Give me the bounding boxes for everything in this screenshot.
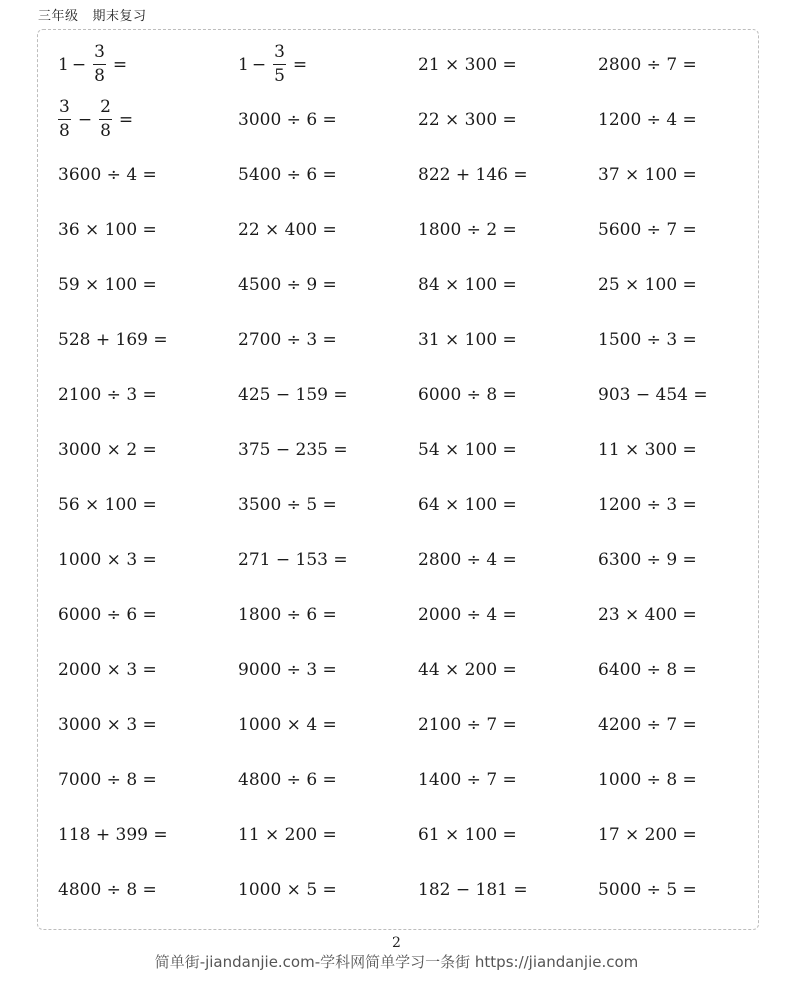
problem-row xyxy=(58,367,778,422)
problem: 37 × 100 = xyxy=(598,164,697,185)
fraction xyxy=(273,44,286,85)
page-header xyxy=(38,5,147,24)
problem: 271 − 153 = xyxy=(238,549,348,570)
denominator: 8 xyxy=(94,66,105,86)
problem: 31 × 100 = xyxy=(418,329,517,350)
problem: 11 × 200 = xyxy=(238,824,337,845)
problem-row xyxy=(58,422,778,477)
problem: 64 × 100 = xyxy=(418,494,517,515)
problem: 44 × 200 = xyxy=(418,659,517,680)
problem: 4800 ÷ 6 = xyxy=(238,769,337,790)
problem: 1800 ÷ 2 = xyxy=(418,219,517,240)
problem: 23 × 400 = xyxy=(598,604,697,625)
problem: 5400 ÷ 6 = xyxy=(238,164,337,185)
problem: 1000 × 5 = xyxy=(238,879,337,900)
problem: 3500 ÷ 5 = xyxy=(238,494,337,515)
problem: 6000 ÷ 6 = xyxy=(58,604,157,625)
problem: 54 × 100 = xyxy=(418,439,517,460)
numerator: 3 xyxy=(59,97,70,117)
operator: − xyxy=(71,54,87,75)
problem-row xyxy=(58,862,778,917)
problem: 2800 ÷ 4 = xyxy=(418,549,517,570)
problem: 11 × 300 = xyxy=(598,439,697,460)
problem: 528 + 169 = xyxy=(58,329,168,350)
denominator: 8 xyxy=(100,121,111,141)
problem: 182 − 181 = xyxy=(418,879,528,900)
problem-row xyxy=(58,587,778,642)
problem-row xyxy=(58,92,778,147)
problem: 375 − 235 = xyxy=(238,439,348,460)
whole-number: 1 xyxy=(58,54,69,75)
problem: 3600 ÷ 4 = xyxy=(58,164,157,185)
problem: 61 × 100 = xyxy=(418,824,517,845)
problem-row xyxy=(58,477,778,532)
problem: 1200 ÷ 4 = xyxy=(598,109,697,130)
problem: 5000 ÷ 5 = xyxy=(598,879,697,900)
problem: 2000 ÷ 4 = xyxy=(418,604,517,625)
fraction xyxy=(99,99,112,140)
problem: 4800 ÷ 8 = xyxy=(58,879,157,900)
problem-grid xyxy=(58,37,778,917)
problem: 1500 ÷ 3 = xyxy=(598,329,697,350)
numerator: 3 xyxy=(274,42,285,62)
problem: 6400 ÷ 8 = xyxy=(598,659,697,680)
problem: 4200 ÷ 7 = xyxy=(598,714,697,735)
problem: 2000 × 3 = xyxy=(58,659,157,680)
problem: 56 × 100 = xyxy=(58,494,157,515)
equals-sign: = xyxy=(292,54,308,75)
problem: 425 − 159 = xyxy=(238,384,348,405)
problem: 17 × 200 = xyxy=(598,824,697,845)
worksheet-frame xyxy=(37,29,759,930)
problem: 2100 ÷ 3 = xyxy=(58,384,157,405)
whole-number: 1 xyxy=(238,54,249,75)
footer-watermark: 简单街-jiandanjie.com-学科网简单学习一条街 https://jiandanjie.com xyxy=(154,953,639,971)
problem: 118 + 399 = xyxy=(58,824,168,845)
problem: 1200 ÷ 3 = xyxy=(598,494,697,515)
problem: 7000 ÷ 8 = xyxy=(58,769,157,790)
operator: − xyxy=(77,109,93,130)
denominator: 8 xyxy=(59,121,70,141)
problem: 2100 ÷ 7 = xyxy=(418,714,517,735)
problem: 1400 ÷ 7 = xyxy=(418,769,517,790)
problem: 1000 × 3 = xyxy=(58,549,157,570)
page-number: 2 xyxy=(392,935,401,951)
problem-row xyxy=(58,312,778,367)
problem: 6000 ÷ 8 = xyxy=(418,384,517,405)
problem: 822 + 146 = xyxy=(418,164,528,185)
numerator: 2 xyxy=(100,97,111,117)
problem: 5600 ÷ 7 = xyxy=(598,219,697,240)
problem-row xyxy=(58,807,778,862)
problem: 1000 × 4 = xyxy=(238,714,337,735)
problem: 2800 ÷ 7 = xyxy=(598,54,697,75)
problem: 3000 × 3 = xyxy=(58,714,157,735)
problem: 3000 ÷ 6 = xyxy=(238,109,337,130)
header-title: 期末复习 xyxy=(92,9,147,24)
problem: 36 × 100 = xyxy=(58,219,157,240)
problem: 903 − 454 = xyxy=(598,384,708,405)
problem-row xyxy=(58,532,778,587)
problem-row xyxy=(58,37,778,92)
problem: 6300 ÷ 9 = xyxy=(598,549,697,570)
problem: 1800 ÷ 6 = xyxy=(238,604,337,625)
problem: 22 × 300 = xyxy=(418,109,517,130)
equals-sign: = xyxy=(112,54,128,75)
problem: 3000 × 2 = xyxy=(58,439,157,460)
problem: 1000 ÷ 8 = xyxy=(598,769,697,790)
problem-row xyxy=(58,202,778,257)
denominator: 5 xyxy=(274,66,285,86)
problem: 21 × 300 = xyxy=(418,54,517,75)
problem-row xyxy=(58,752,778,807)
problem: 59 × 100 = xyxy=(58,274,157,295)
problem-row xyxy=(58,697,778,752)
problem: 9000 ÷ 3 = xyxy=(238,659,337,680)
problem-row xyxy=(58,147,778,202)
fraction xyxy=(93,44,106,85)
operator: − xyxy=(251,54,267,75)
equals-sign: = xyxy=(118,109,134,130)
grade-label: 三年级 xyxy=(38,9,79,24)
problem: 84 × 100 = xyxy=(418,274,517,295)
problem-fraction-2 xyxy=(238,44,418,85)
problem: 22 × 400 = xyxy=(238,219,337,240)
fraction xyxy=(58,99,71,140)
problem: 4500 ÷ 9 = xyxy=(238,274,337,295)
problem-fraction-3 xyxy=(58,99,238,140)
problem: 2700 ÷ 3 = xyxy=(238,329,337,350)
numerator: 3 xyxy=(94,42,105,62)
problem: 25 × 100 = xyxy=(598,274,697,295)
problem-fraction-1 xyxy=(58,44,238,85)
problem-row xyxy=(58,257,778,312)
problem-row xyxy=(58,642,778,697)
